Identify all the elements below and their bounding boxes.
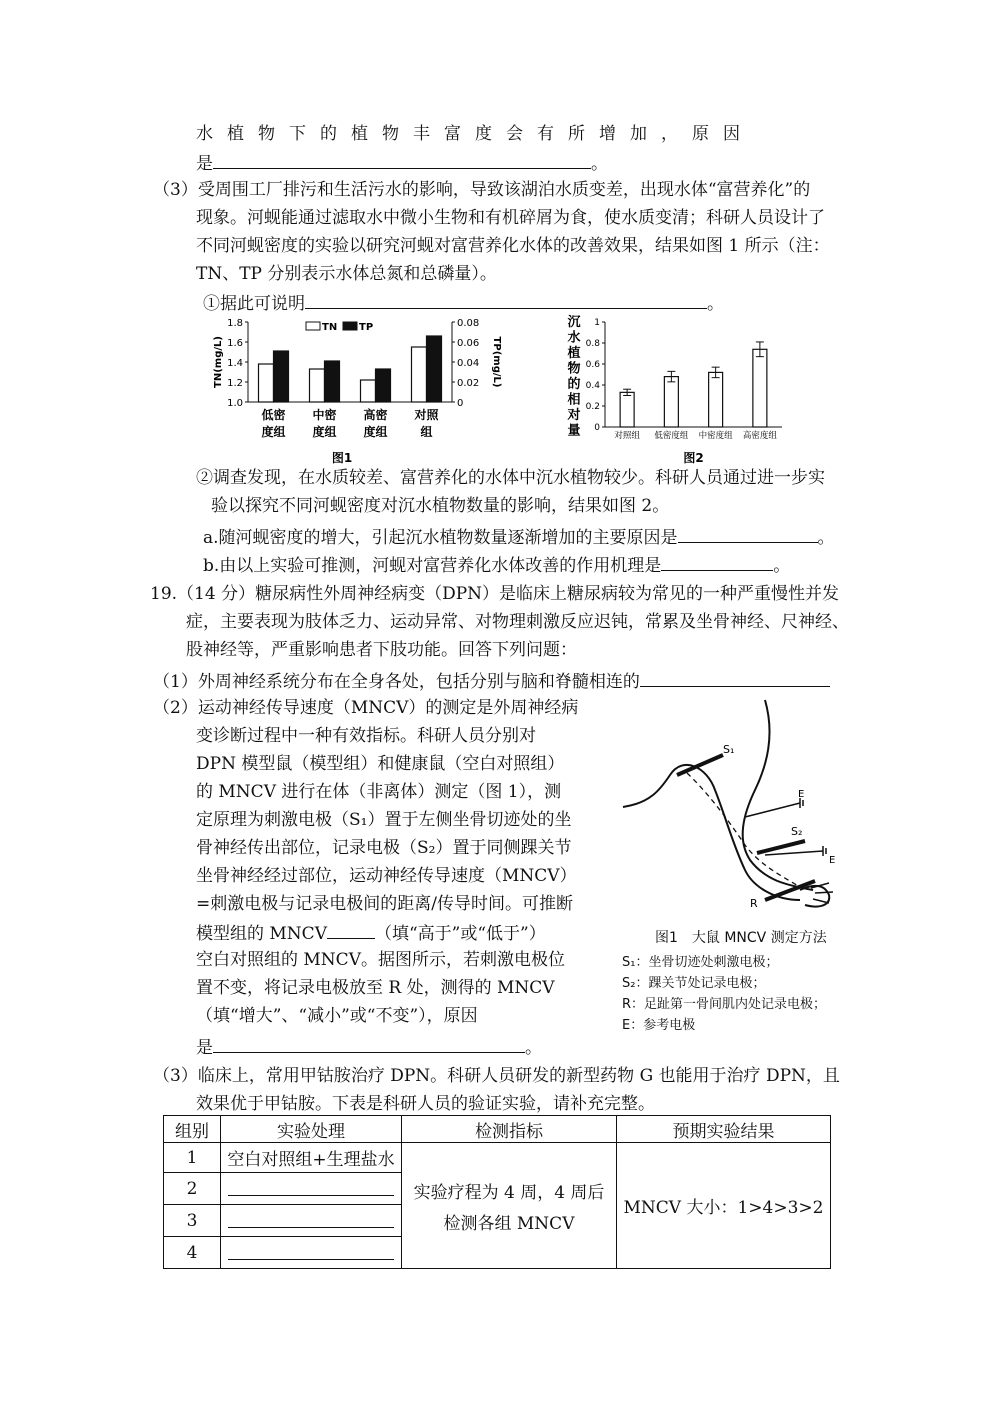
text-fragment: b.由以上实验可推测，河蚬对富营养化水体改善的作用机理是	[203, 556, 662, 576]
y-axis-label-char: 的	[567, 377, 581, 392]
text-fragment: a.随河蚬密度的增大，引起沉水植物数量逐渐增加的主要原因是	[203, 528, 678, 548]
bar	[620, 392, 634, 427]
indicator-line: 实验疗程为 4 周，4 周后	[413, 1182, 605, 1203]
text-line: 定原理为刺激电极（S₁）置于左侧坐骨切迹处的坐	[196, 810, 572, 830]
y-tick-label: 1.4	[227, 358, 243, 369]
figure-legend-line: S₁：坐骨切迹处刺激电极；	[622, 955, 779, 970]
bar-tn	[259, 364, 274, 402]
category-label: 中密度组	[698, 431, 733, 441]
y-tick-label: 0.6	[585, 360, 600, 370]
bar	[709, 372, 723, 427]
category-label: 度组	[312, 425, 337, 439]
text-line: 的 MNCV 进行在体（非离体）测定（图 1），测	[196, 782, 562, 802]
answer-blank[interactable]	[640, 668, 830, 687]
group-cell: 1	[164, 1143, 221, 1173]
text-line: TN、TP 分别表示水体总氮和总磷量）。	[196, 264, 497, 284]
legend-label-tn: TN	[322, 322, 338, 333]
text-line: 19.（14 分）糖尿病性外周神经病变（DPN）是临床上糖尿病较为常见的一种严重慢性并发	[150, 584, 840, 604]
result-cell: MNCV 大小：1>4>3>2	[617, 1143, 831, 1269]
text-line: 验以探究不同河蚬密度对沉水植物数量的影响，结果如图 2。	[211, 496, 670, 516]
treatment-cell[interactable]	[221, 1173, 402, 1205]
answer-blank[interactable]	[661, 552, 773, 571]
answer-blank[interactable]	[228, 1241, 394, 1260]
answer-blank[interactable]	[305, 290, 707, 309]
text-line: ②调查发现，在水质较差、富营养化的水体中沉水植物较少。科研人员通过进一步实	[196, 468, 825, 488]
legend-swatch-tn	[306, 322, 320, 330]
figure-legend-line: R：足趾第一骨间肌内处记录电极；	[622, 997, 827, 1012]
text-line: 现象。河蚬能通过滤取水中微小生物和有机碎屑为食，使水质变清；科研人员设计了	[196, 208, 825, 228]
y-axis-label-char: 水	[567, 330, 581, 346]
text-line	[196, 920, 546, 946]
text-line	[203, 552, 790, 578]
text-line: 骨神经传出部位，记录电极（S₂）置于同侧踝关节	[196, 838, 572, 858]
y-tick-label: 0.2	[585, 402, 600, 412]
indicator-line: 检测各组 MNCV	[443, 1213, 575, 1234]
text-line: 股神经等，严重影响患者下肢功能。回答下列问题：	[186, 640, 577, 660]
y-tick-label: 0	[594, 423, 600, 433]
table-header-row	[164, 1116, 831, 1143]
answer-blank[interactable]	[213, 1034, 525, 1053]
text-line	[196, 1034, 542, 1060]
table-header: 实验处理	[221, 1116, 402, 1143]
text-line: =刺激电极与记录电极间的距离/传导时间。可推断	[196, 894, 573, 914]
label-e-upper: E	[798, 789, 805, 800]
text-fragment: 是	[196, 1038, 213, 1058]
rat-leg-illustration	[615, 695, 850, 920]
treatment-cell: 空白对照组+生理盐水	[221, 1143, 402, 1173]
text-fragment: 。	[591, 154, 608, 174]
category-label: 高密度组	[742, 431, 777, 441]
bar-tp	[325, 361, 340, 402]
text-line: （填“增大”、“减小”或“不变”），原因	[196, 1006, 478, 1026]
y-axis-label-char: 物	[567, 361, 581, 377]
category-label: 度组	[363, 425, 388, 439]
bar-tn	[361, 380, 376, 402]
text-line: 坐骨神经经过部位，运动神经传导速度（MNCV）	[196, 866, 577, 886]
category-label: 低密度组	[654, 431, 689, 441]
chart-title: 图1	[331, 451, 353, 465]
text-line: 症，主要表现为肢体乏力、运动异常、对物理刺激反应迟钝，常累及坐骨神经、尺神经、	[186, 612, 849, 632]
answer-blank[interactable]	[228, 1177, 394, 1196]
y-right-tick-label: 0.06	[457, 338, 480, 349]
table-header: 预期实验结果	[617, 1116, 831, 1143]
y-axis-label-char: 植	[567, 346, 581, 361]
y-tick-label: 1.6	[227, 338, 243, 349]
indicator-cell	[402, 1143, 617, 1269]
treatment-cell[interactable]	[221, 1237, 402, 1269]
text-line: 变诊断过程中一种有效指标。科研人员分别对	[196, 726, 536, 746]
bar	[753, 349, 767, 427]
text-fragment: 。	[707, 294, 724, 314]
text-fragment: 。	[773, 556, 791, 576]
text-fragment: 模型组的 MNCV	[196, 924, 327, 944]
text-line	[153, 668, 830, 694]
group-cell: 2	[164, 1173, 221, 1205]
y-axis-label-char: 沉	[567, 315, 581, 330]
y-right-tick-label: 0.04	[457, 358, 480, 369]
answer-blank[interactable]	[228, 1209, 394, 1228]
answer-blank[interactable]	[213, 150, 591, 169]
answer-blank[interactable]	[678, 524, 818, 543]
chart-figure-2	[560, 312, 800, 467]
y-right-axis-label: TP(mg/L)	[491, 336, 502, 388]
y-right-tick-label: 0	[457, 398, 464, 409]
text-fragment: 。	[817, 528, 835, 548]
treatment-cell[interactable]	[221, 1205, 402, 1237]
y-tick-label: 0.8	[585, 339, 600, 349]
text-line: 置不变，将记录电极放至 R 处，测得的 MNCV	[196, 978, 555, 998]
text-line: DPN 模型鼠（模型组）和健康鼠（空白对照组）	[196, 754, 565, 774]
text-line: 不同河蚬密度的实验以研究河蚬对富营养化水体的改善效果，结果如图 1 所示（注：	[196, 236, 830, 256]
y-tick-label: 1.2	[227, 378, 243, 389]
category-label: 低密	[261, 408, 286, 422]
text-fragment: 。	[525, 1038, 542, 1058]
category-label: 中密	[312, 408, 337, 422]
table-row	[164, 1143, 831, 1173]
category-label: 对照	[414, 408, 439, 422]
figure-legend-line: S₂：踝关节处记录电极；	[622, 976, 766, 991]
experiment-table	[163, 1115, 831, 1269]
text-line: 水植物下的植物丰富度会有所增加，原因	[196, 124, 754, 144]
y-tick-label: 1.8	[227, 318, 243, 329]
y-axis-label-char: 对	[567, 408, 581, 423]
bar-tp	[376, 369, 391, 402]
y-right-tick-label: 0.08	[457, 318, 480, 329]
chart-figure-1	[210, 312, 510, 467]
y-tick-label: 1.0	[227, 398, 243, 409]
group-cell: 3	[164, 1205, 221, 1237]
table-header: 检测指标	[402, 1116, 617, 1143]
bar-tp	[274, 351, 289, 402]
category-label: 对照组	[614, 431, 640, 441]
text-line: （3）受周围工厂排污和生活污水的影响，导致该湖泊水质变差，出现水体“富营养化”的	[153, 180, 811, 200]
label-e-lower: E	[829, 855, 836, 866]
y-tick-label: 0.4	[585, 381, 600, 391]
text-fragment: ①据此可说明	[203, 294, 305, 314]
table-header: 组别	[164, 1116, 221, 1143]
legend-label-tp: TP	[359, 322, 374, 333]
text-fragment: 是	[196, 154, 213, 174]
text-fragment: （1）外周神经系统分布在全身各处，包括分别与脑和脊髓相连的	[153, 672, 640, 692]
y-axis-label: TN(mg/L)	[213, 336, 224, 388]
text-line	[196, 150, 608, 176]
category-label: 度组	[261, 425, 286, 439]
bar	[664, 377, 678, 427]
text-line: （2）运动神经传导速度（MNCV）的测定是外周神经病	[153, 698, 579, 718]
y-tick-label: 1	[594, 318, 600, 328]
figure-caption: 图1 大鼠 MNCV 测定方法	[655, 930, 827, 946]
group-cell: 4	[164, 1237, 221, 1269]
label-r: R	[750, 897, 758, 910]
category-label: 高密	[363, 408, 388, 422]
bar-tn	[310, 369, 325, 402]
chart-title: 图2	[683, 451, 704, 465]
bar-tn	[412, 347, 427, 402]
category-label: 组	[420, 425, 433, 439]
text-line: （3）临床上，常用甲钴胺治疗 DPN。科研人员研发的新型药物 G 也能用于治疗 DPN，且	[153, 1066, 840, 1086]
label-s1: S₁	[723, 743, 735, 756]
y-right-tick-label: 0.02	[457, 378, 480, 389]
text-fragment: （填“高于”或“低于”）	[374, 924, 546, 944]
legend-swatch-tp	[343, 322, 357, 330]
bar-tp	[427, 336, 442, 402]
y-axis-label-char: 量	[567, 423, 581, 439]
figure-legend-line: E：参考电极	[622, 1018, 696, 1033]
y-axis-label-char: 相	[567, 392, 581, 408]
answer-blank[interactable]	[327, 920, 375, 939]
text-line: 空白对照组的 MNCV。据图所示，若刺激电极位	[196, 950, 565, 970]
text-line: 效果优于甲钴胺。下表是科研人员的验证实验，请补充完整。	[196, 1094, 655, 1114]
label-s2: S₂	[791, 825, 803, 838]
text-line	[203, 524, 835, 550]
